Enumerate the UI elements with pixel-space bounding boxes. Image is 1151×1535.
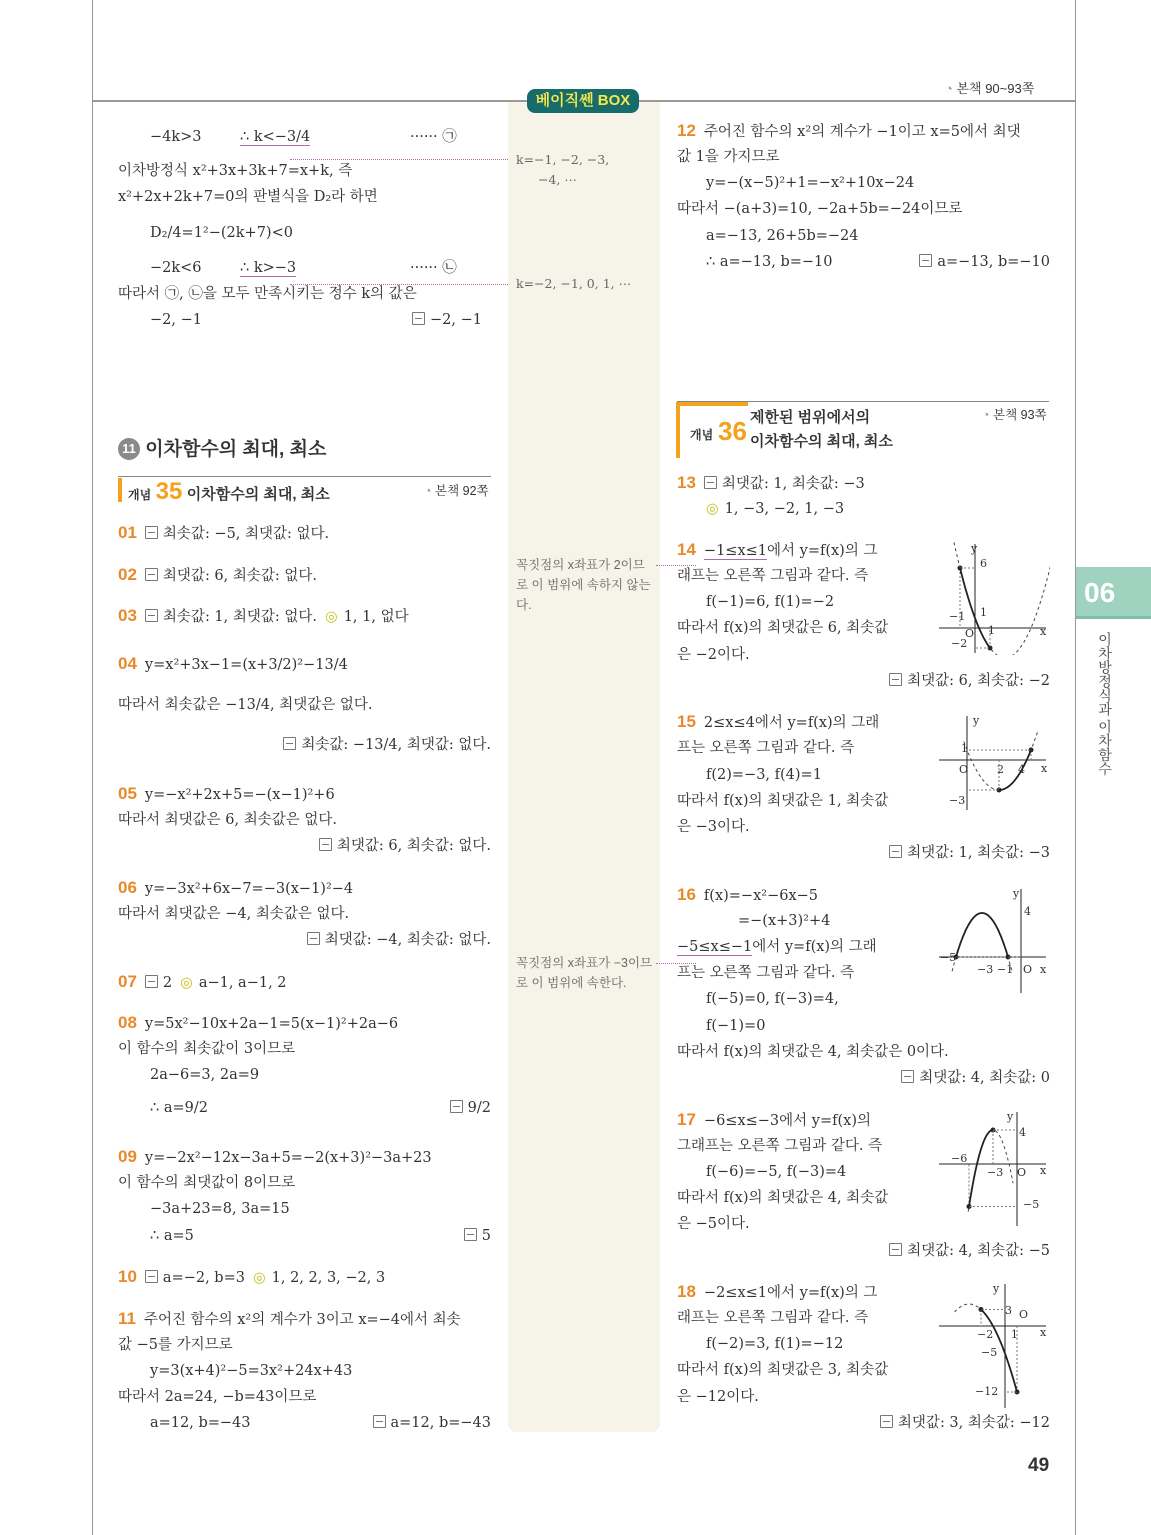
answer-icon <box>464 1228 477 1241</box>
answer-text: 9/2 <box>467 1100 491 1116</box>
target-answer: 1, 1, 없다 <box>343 609 409 625</box>
concept-tag: 개념 <box>690 428 714 442</box>
answer-icon <box>283 737 296 750</box>
tick-label: −5 <box>1023 1198 1040 1211</box>
answer <box>412 311 482 329</box>
problem-02 <box>118 566 317 585</box>
answer-icon <box>145 526 158 539</box>
problem-09 <box>118 1148 432 1167</box>
answer-icon <box>901 1070 914 1083</box>
problem-number: 17 <box>677 1110 696 1129</box>
text-line: 따라서 최댓값은 6, 최솟값은 없다. <box>118 812 337 828</box>
concept-ref <box>982 405 1047 423</box>
note: 꼭짓점의 x좌표가 −3이므로 이 범위에 속한다. <box>516 956 653 990</box>
target-icon: ◎ <box>325 608 338 625</box>
target-line <box>698 500 844 518</box>
problem-number: 06 <box>118 878 137 897</box>
problem-number: 15 <box>677 712 696 731</box>
underlined-text: −1≤x≤1 <box>703 543 767 559</box>
text-line <box>240 128 310 146</box>
tick-label: −2 <box>977 1328 994 1341</box>
text-line: 따라서 −(a+3)=10, −2a+5b=−24이므로 <box>677 201 963 217</box>
axis-label-x: x <box>1040 625 1047 638</box>
underlined-text: ∴ k>−3 <box>240 260 297 276</box>
problem-06 <box>118 879 353 898</box>
text-line: 2a−6=3, 2a=9 <box>150 1067 260 1083</box>
text-line: y=5x²−10x+2a−1=5(x−1)²+2a−6 <box>144 1016 399 1032</box>
tick-label: −3 <box>977 963 994 976</box>
graph-17 <box>935 1108 1050 1228</box>
answer-icon <box>704 476 717 489</box>
problem-17 <box>677 1111 871 1130</box>
section-header <box>118 434 326 461</box>
answer <box>464 1227 491 1245</box>
answer-text: 최댓값: 1, 최솟값: −3 <box>907 845 1050 861</box>
answer-icon <box>373 1415 386 1428</box>
text-line: 따라서 f(x)의 최댓값은 4, 최솟값 <box>677 1190 889 1206</box>
tick-label: −1 <box>949 610 966 623</box>
concept-ref-text: 본책 93쪽 <box>993 408 1047 422</box>
answer-icon <box>450 1100 463 1113</box>
tick-label: −2 <box>951 637 968 650</box>
answer <box>283 736 491 754</box>
problem-05 <box>118 785 335 804</box>
tick-label: −5 <box>940 951 957 964</box>
concept-ref-text: 본책 92쪽 <box>435 484 489 498</box>
page-number: 49 <box>1028 1455 1050 1476</box>
tick-label: 1 <box>1011 1328 1018 1341</box>
answer <box>450 1099 491 1117</box>
text-line: 따라서 최댓값은 −4, 최솟값은 없다. <box>118 906 350 922</box>
tick-label: 1 <box>980 606 987 619</box>
text-line: 따라서 f(x)의 최댓값은 3, 최솟값 <box>677 1362 889 1378</box>
axis-label-x: x <box>1040 963 1047 976</box>
problem-number: 08 <box>118 1013 137 1032</box>
problem-number: 18 <box>677 1282 696 1301</box>
text-line: 따라서 최솟값은 −13/4, 최댓값은 없다. <box>118 697 373 713</box>
concept-36 <box>676 402 748 458</box>
concept-number: 36 <box>718 416 747 446</box>
text-line: 프는 오른쪽 그림과 같다. 즉 <box>677 740 855 756</box>
tick-label: 4 <box>1024 905 1031 918</box>
text-line: 따라서 f(x)의 최댓값은 4, 최솟값은 0이다. <box>677 1044 949 1060</box>
answer-text: 최댓값: 4, 최솟값: 0 <box>919 1070 1050 1086</box>
answer-text: −2, −1 <box>430 312 482 328</box>
text-line: 값 1을 가지므로 <box>677 149 780 165</box>
text-line: f(−1)=6, f(1)=−2 <box>706 594 835 610</box>
tick-label: −3 <box>987 1166 1004 1179</box>
problem-16 <box>677 886 818 905</box>
concept-title-line: 이차함수의 최대, 최소 <box>750 433 893 450</box>
tick-label: −6 <box>951 1152 968 1165</box>
text-line: −3a+23=8, 3a=15 <box>150 1201 290 1217</box>
text-line: 이차방정식 x²+3x+3k+7=x+k, 즉 <box>118 163 353 179</box>
answer <box>889 672 1050 690</box>
text-line: f(2)=−3, f(4)=1 <box>706 767 822 783</box>
text-line: y=−(x−5)²+1=−x²+10x−24 <box>706 175 915 191</box>
left-margin-line <box>92 0 93 1535</box>
answer-text: 최댓값: 6, 최솟값: 없다. <box>336 838 491 854</box>
problem-11 <box>118 1310 461 1329</box>
tick-label: 2 <box>997 763 1004 776</box>
problem-number: 01 <box>118 523 137 542</box>
tick-label: 4 <box>1018 763 1025 776</box>
text-line: =−(x+3)²+4 <box>738 913 831 929</box>
answer-text: 최솟값: −5, 최댓값: 없다. <box>162 526 330 542</box>
problem-number: 13 <box>677 473 696 492</box>
section-title: 이차함수의 최대, 최소 <box>145 439 327 460</box>
answer-icon <box>412 312 425 325</box>
tick-label: −5 <box>981 1346 998 1359</box>
text-line: −2k<6 <box>150 260 202 276</box>
target-icon: ◎ <box>252 1269 266 1286</box>
tick-label: 6 <box>980 557 987 570</box>
text-line: y=x²+3x−1=(x+3/2)²−13/4 <box>144 657 348 673</box>
answer-icon <box>880 1415 893 1428</box>
target-answer: 1, −3, −2, 1, −3 <box>724 501 845 517</box>
text-line: y=−x²+2x+5=−(x−1)²+6 <box>144 787 335 803</box>
text-line: f(−1)=0 <box>706 1018 766 1034</box>
problem-12 <box>677 122 1021 141</box>
problem-number: 10 <box>118 1267 137 1286</box>
problem-13 <box>677 474 865 493</box>
text-line: f(−5)=0, f(−3)=4, <box>706 991 839 1007</box>
problem-15 <box>677 713 879 732</box>
axis-label-y: y <box>1007 1110 1014 1123</box>
text-line: 은 −12이다. <box>677 1389 759 1405</box>
tick-label: −3 <box>949 794 966 807</box>
tick-label: −1 <box>997 963 1014 976</box>
answer-icon <box>145 1270 158 1283</box>
note <box>516 150 609 190</box>
text-line <box>677 938 877 956</box>
concept-number: 35 <box>155 478 183 505</box>
answer-icon <box>919 254 932 267</box>
concept-title-line: 제한된 범위에서의 <box>750 409 871 426</box>
answer-text: 5 <box>481 1228 491 1244</box>
note-leader <box>290 159 508 160</box>
answer <box>880 1414 1050 1432</box>
text-line: ······ ㉡ <box>410 260 457 276</box>
underlined-text: ∴ k<−3/4 <box>240 129 311 145</box>
answer <box>901 1069 1050 1087</box>
problem-number: 09 <box>118 1147 137 1166</box>
concept-title <box>750 406 893 454</box>
text-line: 따라서 f(x)의 최댓값은 6, 최솟값 <box>677 620 889 636</box>
box-label: 베이직쎈 BOX <box>527 89 639 113</box>
target-icon: ◎ <box>706 500 719 517</box>
answer-text: a=−13, b=−10 <box>937 254 1050 270</box>
answer-text: 최댓값: 1, 최솟값: −3 <box>721 476 865 492</box>
answer-text: 최댓값: 6, 최솟값: −2 <box>907 673 1050 689</box>
text-line <box>240 259 296 277</box>
chapter-title: 이차방정식과 이차함수 <box>1097 632 1113 776</box>
text-line: 래프는 오른쪽 그림과 같다. 즉 <box>677 568 869 584</box>
text-line: 따라서 ㉠, ㉡을 모두 만족시키는 정수 k의 값은 <box>118 286 417 302</box>
chapter-tab[interactable]: 06 <box>1076 567 1151 619</box>
concept-rule <box>118 476 491 477</box>
answer-icon <box>889 1243 902 1256</box>
answer-icon <box>145 975 158 988</box>
note-text: −4, ⋯ <box>538 172 577 187</box>
answer-icon <box>307 932 320 945</box>
answer <box>319 837 491 855</box>
origin-label: O <box>965 627 975 640</box>
problem-number: 05 <box>118 784 137 803</box>
text-line: 2≤x≤4에서 y=f(x)의 그래 <box>703 715 880 731</box>
note-leader <box>290 284 508 285</box>
problem-14 <box>677 541 877 560</box>
target-answer: 1, 2, 2, 3, −2, 3 <box>271 1270 386 1286</box>
text-line: x²+2x+2k+7=0의 판별식을 D₂라 하면 <box>118 189 378 205</box>
graph-18 <box>935 1280 1050 1410</box>
answer-text: 2 <box>162 975 173 991</box>
text-line: −4k>3 <box>150 129 202 145</box>
problem-08 <box>118 1014 398 1033</box>
problem-number: 04 <box>118 654 137 673</box>
problem-03 <box>118 607 409 626</box>
problem-number: 07 <box>118 972 137 991</box>
answer <box>919 253 1050 271</box>
answer-text: a=12, b=−43 <box>390 1415 491 1431</box>
graph-16 <box>935 885 1050 995</box>
text-line: 은 −2이다. <box>677 647 750 663</box>
graph-15 <box>935 712 1050 812</box>
header-ref-text: 본책 90~93쪽 <box>956 81 1035 96</box>
text-line: y=−2x²−12x−3a+5=−2(x+3)²−3a+23 <box>144 1150 432 1166</box>
book-icon: ◔ <box>982 408 994 422</box>
text-line: D₂/4=1²−(2k+7)<0 <box>150 225 293 241</box>
axis-label-x: x <box>1040 1164 1047 1177</box>
text-line: 따라서 2a=24, −b=43이므로 <box>118 1389 317 1405</box>
text-line: ∴ a=9/2 <box>150 1100 208 1116</box>
text-line: 주어진 함수의 x²의 계수가 −1이고 x=5에서 최댓 <box>703 124 1021 140</box>
axis-label-y: y <box>971 542 978 555</box>
origin-label: O <box>1017 1166 1027 1179</box>
text-line: f(−2)=3, f(1)=−12 <box>706 1336 844 1352</box>
answer-icon <box>145 568 158 581</box>
answer-text: 최댓값: 4, 최솟값: −5 <box>907 1243 1050 1259</box>
right-margin-line <box>1075 0 1076 1535</box>
note-text: k=−1, −2, −3, <box>516 152 610 167</box>
text-line: a=−13, 26+5b=−24 <box>706 228 859 244</box>
text-line: 이 함수의 최솟값이 3이므로 <box>118 1041 296 1057</box>
note: k=−2, −1, 0, 1, ⋯ <box>516 276 632 291</box>
tick-label: −12 <box>975 1385 999 1398</box>
text-line: −2≤x≤1에서 y=f(x)의 그 <box>703 1285 878 1301</box>
answer-text: 최댓값: 3, 최솟값: −12 <box>897 1415 1050 1431</box>
text-line: y=−3x²+6x−7=−3(x−1)²−4 <box>144 881 354 897</box>
tick-label: 1 <box>961 742 968 755</box>
problem-01 <box>118 524 329 543</box>
answer-text: 최솟값: 1, 최댓값: 없다. <box>162 609 318 625</box>
text-line: ∴ a=−13, b=−10 <box>706 254 833 270</box>
tick-label: 3 <box>1005 1304 1012 1317</box>
text-line: a=12, b=−43 <box>150 1415 251 1431</box>
origin-label: O <box>959 763 969 776</box>
text-line: 프는 오른쪽 그림과 같다. 즉 <box>677 965 855 981</box>
axis-label-y: y <box>973 714 980 727</box>
note: 꼭짓점의 x좌표가 2이므로 이 범위에 속하지 않는다. <box>516 558 651 612</box>
text-line: ······ ㉠ <box>410 129 457 145</box>
problem-18 <box>677 1283 877 1302</box>
section-number: 11 <box>118 438 140 460</box>
answer <box>307 931 491 949</box>
header-ref <box>945 78 1034 97</box>
origin-label: O <box>1023 963 1033 976</box>
text-line: 주어진 함수의 x²의 계수가 3이고 x=−4에서 최솟 <box>143 1312 461 1328</box>
concept-35 <box>118 478 330 505</box>
concept-tag: 개념 <box>128 488 152 502</box>
curve-solid <box>956 913 1008 957</box>
text-line: 값 −5를 가지므로 <box>118 1337 233 1353</box>
answer <box>889 1242 1050 1260</box>
problem-number: 16 <box>677 885 696 904</box>
axis-label-y: y <box>1013 887 1020 900</box>
origin-label: O <box>1019 1308 1029 1321</box>
tick-label: 4 <box>1019 1126 1026 1139</box>
answer <box>889 844 1050 862</box>
axis-label-x: x <box>1040 1326 1047 1339</box>
answer-text: 최댓값: −4, 최솟값: 없다. <box>324 932 491 948</box>
text-line: f(x)=−x²−6x−5 <box>703 888 818 904</box>
target-answer: a−1, a−1, 2 <box>198 975 287 991</box>
answer-icon <box>145 609 158 622</box>
text-line: 에서 y=f(x)의 그래 <box>752 939 877 955</box>
book-icon: ◔ <box>945 81 957 96</box>
problem-number: 11 <box>118 1309 136 1328</box>
answer-text: a=−2, b=3 <box>162 1270 245 1286</box>
problem-number: 12 <box>677 121 696 140</box>
problem-number: 03 <box>118 606 137 625</box>
answer-icon <box>889 673 902 686</box>
text-line: f(−6)=−5, f(−3)=4 <box>706 1164 847 1180</box>
answer-icon <box>319 838 332 851</box>
concept-title: 이차함수의 최대, 최소 <box>186 486 330 503</box>
text-line: 은 −3이다. <box>677 819 750 835</box>
text-line: ∴ a=5 <box>150 1228 194 1244</box>
note-leader <box>656 565 696 566</box>
text-line: y=3(x+4)²−5=3x²+24x+43 <box>150 1363 353 1379</box>
text-line: −2, −1 <box>150 312 202 328</box>
answer <box>373 1414 492 1432</box>
text-line: 에서 y=f(x)의 그 <box>767 543 878 559</box>
problem-10 <box>118 1268 385 1287</box>
problem-number: 02 <box>118 565 137 584</box>
concept-ref <box>424 481 489 499</box>
text-line: −6≤x≤−3에서 y=f(x)의 <box>703 1113 871 1129</box>
axis-label-y: y <box>993 1282 1000 1295</box>
text-line: 래프는 오른쪽 그림과 같다. 즉 <box>677 1310 869 1326</box>
text-line: 그래프는 오른쪽 그림과 같다. 즉 <box>677 1138 883 1154</box>
tick-label: 1 <box>988 624 995 637</box>
text-line: 따라서 f(x)의 최댓값은 1, 최솟값 <box>677 793 889 809</box>
book-icon: ◔ <box>424 484 436 498</box>
graph-14 <box>935 540 1050 655</box>
problem-07 <box>118 973 287 992</box>
box-column <box>508 102 660 1432</box>
text-line: 은 −5이다. <box>677 1216 750 1232</box>
answer-text: 최솟값: −13/4, 최댓값: 없다. <box>301 737 491 753</box>
problem-number: 14 <box>677 540 696 559</box>
text-line: 이 함수의 최댓값이 8이므로 <box>118 1175 296 1191</box>
target-icon: ◎ <box>180 974 193 991</box>
problem-04 <box>118 655 348 674</box>
answer-text: 최댓값: 6, 최솟값: 없다. <box>162 568 318 584</box>
axis-label-x: x <box>1041 762 1048 775</box>
underlined-text: −5≤x≤−1 <box>677 939 753 955</box>
answer-icon <box>889 845 902 858</box>
